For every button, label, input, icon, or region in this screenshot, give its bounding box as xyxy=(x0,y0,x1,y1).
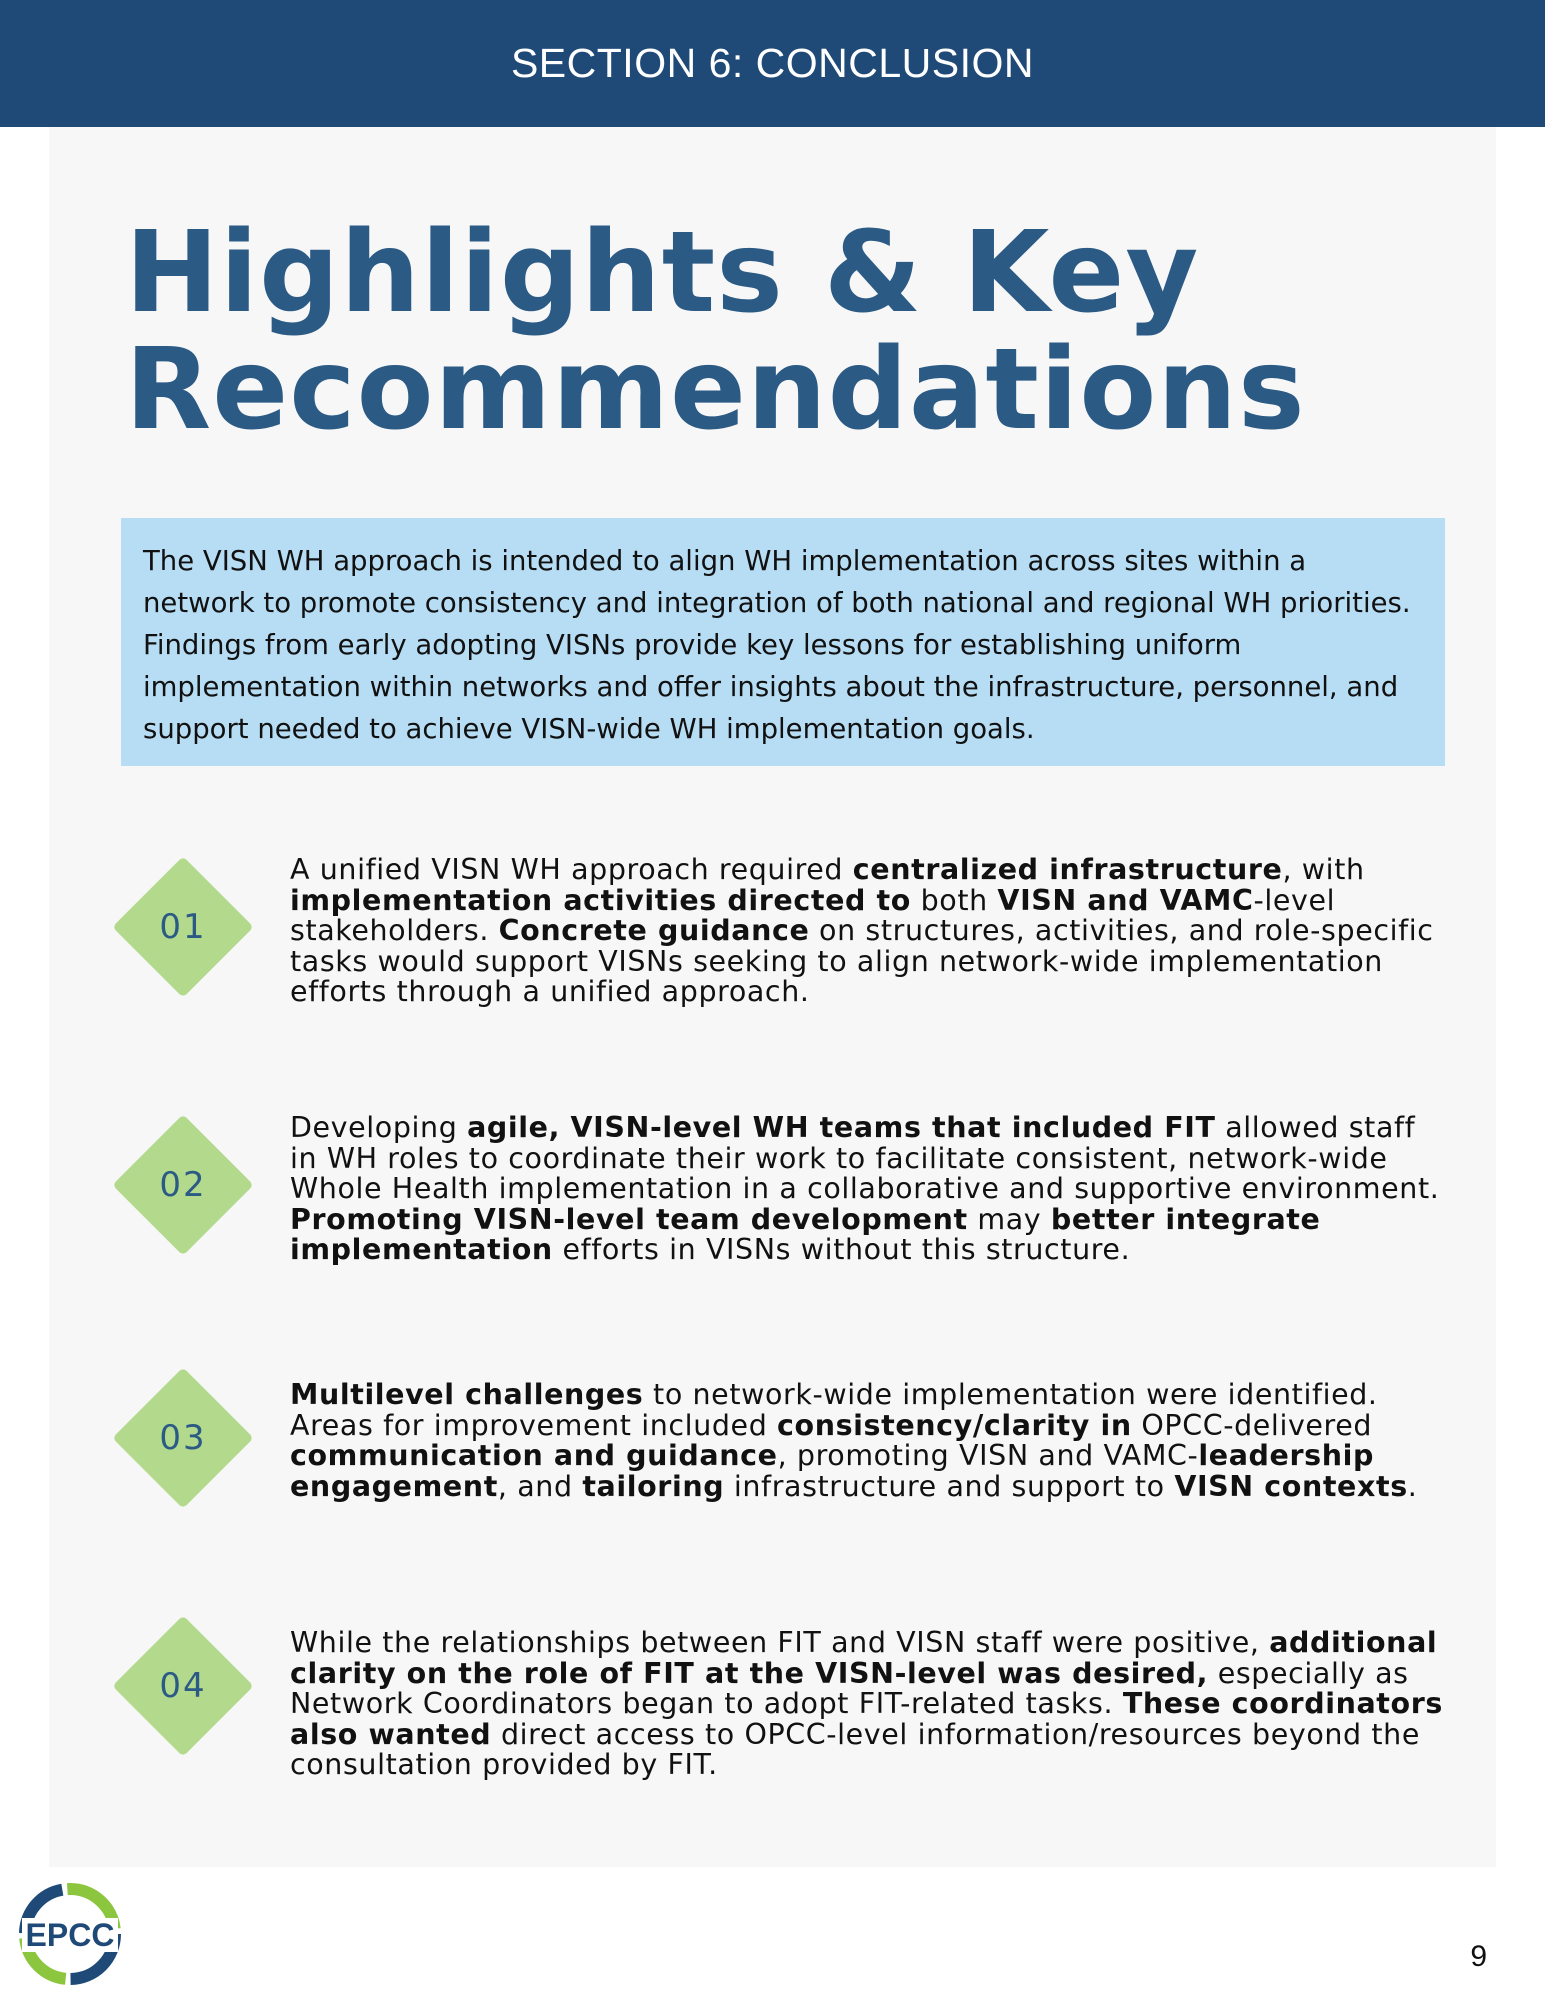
emphasis-text: agile, VISN-level WH teams that included FIT xyxy=(467,1111,1216,1144)
body-text: , promoting VISN and VAMC- xyxy=(777,1439,1199,1472)
body-text: . xyxy=(1407,1469,1418,1503)
emphasis-text: leadership engagement xyxy=(290,1439,1374,1503)
body-text: OPCC-delivered xyxy=(1131,1408,1373,1442)
item-text xyxy=(290,1113,1450,1266)
emphasis-text: VISN and VAMC xyxy=(997,883,1254,917)
body-text: both xyxy=(910,883,998,917)
emphasis-text: Multilevel challenges xyxy=(290,1378,644,1411)
emphasis-text: VISN contexts xyxy=(1174,1469,1408,1503)
section-title: SECTION 6: CONCLUSION xyxy=(510,40,1035,86)
emphasis-text: These coordinators also wanted xyxy=(290,1687,1443,1751)
body-text: Developing xyxy=(290,1111,468,1144)
body-text: , with xyxy=(1282,853,1365,886)
logo-text: EPCC xyxy=(25,1917,115,1953)
page-number: 9 xyxy=(1470,1940,1487,1973)
body-text: A unified VISN WH approach required xyxy=(290,853,853,886)
page-title xyxy=(125,208,1306,455)
emphasis-text: Promoting VISN-level team development xyxy=(290,1202,968,1236)
emphasis-text: communication and guidance xyxy=(290,1439,778,1472)
emphasis-text: tailoring xyxy=(582,1469,725,1503)
item-text xyxy=(290,855,1450,1008)
intro-callout: The VISN WH approach is intended to align WH implementation across sites within a network to promote consistency and integration of both national and regional WH priorities. Findings from early adopting VISNs provide key lessons for establishing uniform implementation within networks and offer insights about the infrastructure, personnel, and support needed to achieve VISN-wide WH implementation goals. xyxy=(121,518,1445,766)
body-text: to network-wide implementation were identified. Areas for improvement included xyxy=(290,1378,1378,1442)
section-header xyxy=(0,0,1545,127)
emphasis-text: additional clarity on the role of FIT at the VISN-level was desired, xyxy=(290,1626,1438,1690)
item-text xyxy=(290,1380,1450,1502)
body-text: infrastructure and support to xyxy=(724,1469,1175,1503)
body-text: especially as Network Coordinators began to adopt FIT-related tasks. xyxy=(290,1656,1409,1720)
epcc-logo xyxy=(16,1880,124,1988)
emphasis-text: centralized infrastructure xyxy=(852,853,1283,886)
page-title-line-1: Highlights & Key xyxy=(125,208,1200,338)
body-text: efforts in VISNs without this structure. xyxy=(552,1233,1131,1266)
emphasis-text: Concrete guidance xyxy=(498,914,810,947)
emphasis-text: implementation activities directed to xyxy=(290,883,911,917)
body-text: direct access to OPCC-level information/resources beyond the consultation provided by FIT. xyxy=(290,1717,1420,1781)
item-number: 02 xyxy=(159,1165,207,1205)
body-text: While the relationships between FIT and VISN staff were positive, xyxy=(290,1626,1270,1659)
item-number: 04 xyxy=(159,1666,207,1706)
body-text: , and xyxy=(497,1469,583,1503)
page-title-line-2: Recommendations xyxy=(125,325,1306,455)
body-text: on structures, activities, and role-specific tasks would support VISNs seeking to align network-wide implementation efforts through a unified approach. xyxy=(290,914,1434,1008)
item-text xyxy=(290,1628,1450,1781)
emphasis-text: better integrate implementation xyxy=(290,1202,1321,1266)
item-number: 01 xyxy=(159,907,207,947)
emphasis-text: consistency/clarity in xyxy=(777,1408,1132,1442)
body-text: allowed staff in WH roles to coordinate their work to facilitate consistent, network-wide Whole Health implementation in a collaborative and supportive environment. xyxy=(290,1111,1440,1205)
body-text: may xyxy=(967,1202,1051,1236)
body-text: -level stakeholders. xyxy=(290,883,1336,947)
item-number: 03 xyxy=(159,1418,207,1458)
